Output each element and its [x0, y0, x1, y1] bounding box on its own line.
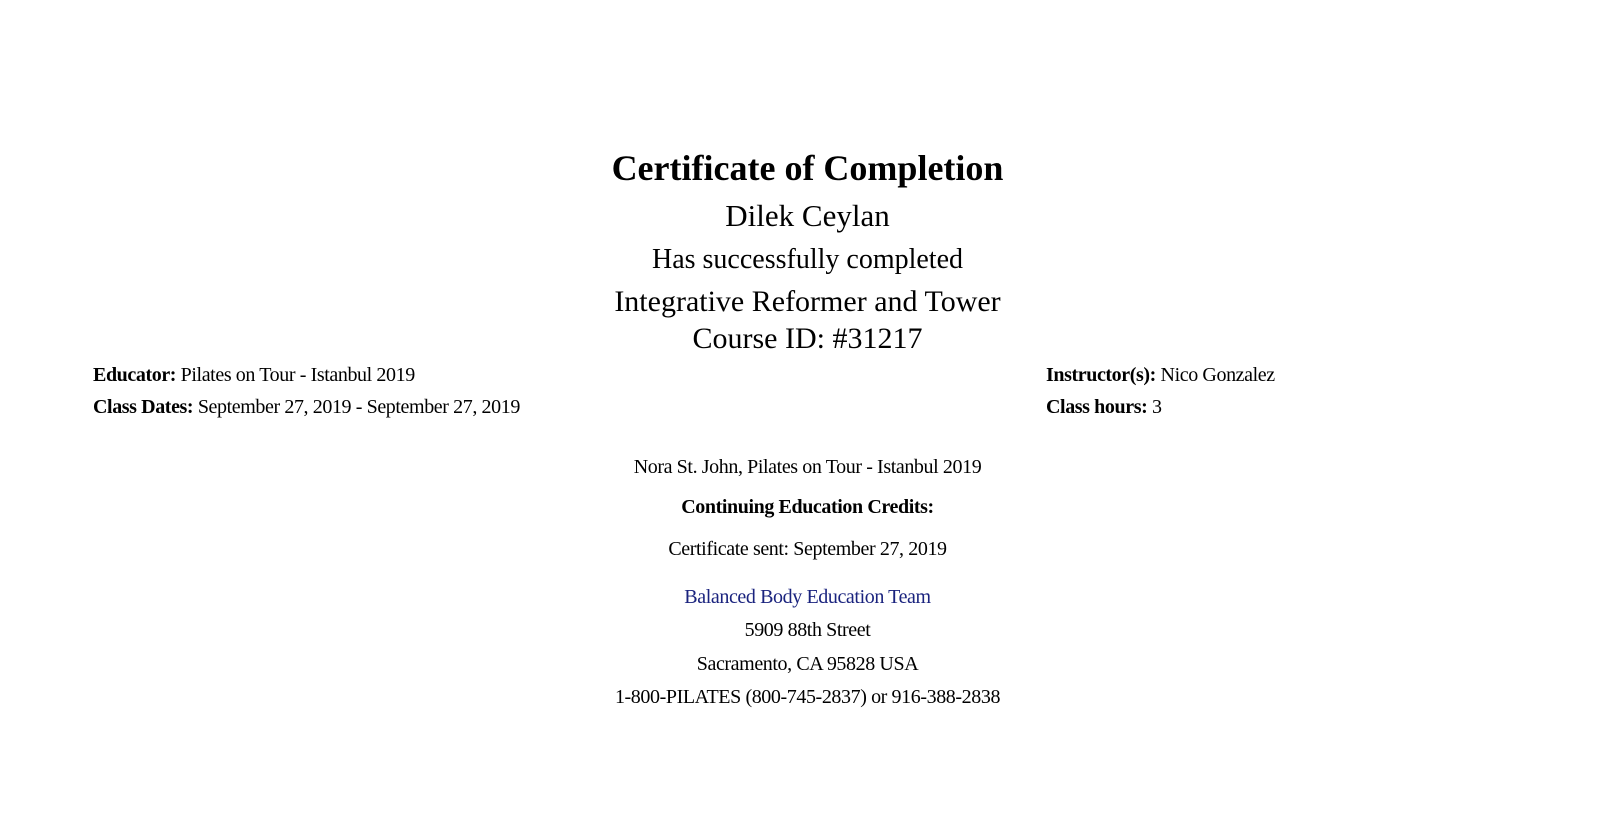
class-dates-value: September 27, 2019 - September 27, 2019 [197, 396, 520, 418]
educator-value: Pilates on Tour - Istanbul 2019 [180, 364, 415, 386]
class-dates-label: Class Dates: [93, 396, 194, 418]
signer-line: Nora St. John, Pilates on Tour - Istanbul 2019 [633, 456, 982, 478]
class-hours-label: Class hours: [1046, 396, 1148, 418]
class-dates-line [93, 394, 520, 420]
ceu-label: Continuing Education Credits: [681, 496, 934, 518]
contact-phone: 1-800-PILATES (800-745-2837) or 916-388-2838 [614, 686, 1001, 708]
instructors-value: Nico Gonzalez [1160, 364, 1275, 386]
educator-label: Educator: [93, 364, 177, 386]
class-hours-line [1046, 394, 1162, 420]
address-city: Sacramento, CA 95828 USA [696, 653, 919, 675]
address-street: 5909 88th Street [744, 619, 871, 641]
instructors-label: Instructor(s): [1046, 364, 1156, 386]
class-hours-value: 3 [1151, 396, 1162, 418]
course-id: Course ID: #31217 [692, 322, 923, 355]
educator-line [93, 362, 415, 388]
instructors-line [1046, 362, 1275, 388]
education-team-name: Balanced Body Education Team [684, 586, 931, 608]
recipient-name: Dilek Ceylan [725, 198, 890, 233]
course-name: Integrative Reformer and Tower [614, 285, 1001, 318]
certificate-sent-date: Certificate sent: September 27, 2019 [668, 538, 947, 560]
completion-statement: Has successfully completed [651, 244, 964, 275]
certificate-title: Certificate of Completion [611, 148, 1004, 188]
